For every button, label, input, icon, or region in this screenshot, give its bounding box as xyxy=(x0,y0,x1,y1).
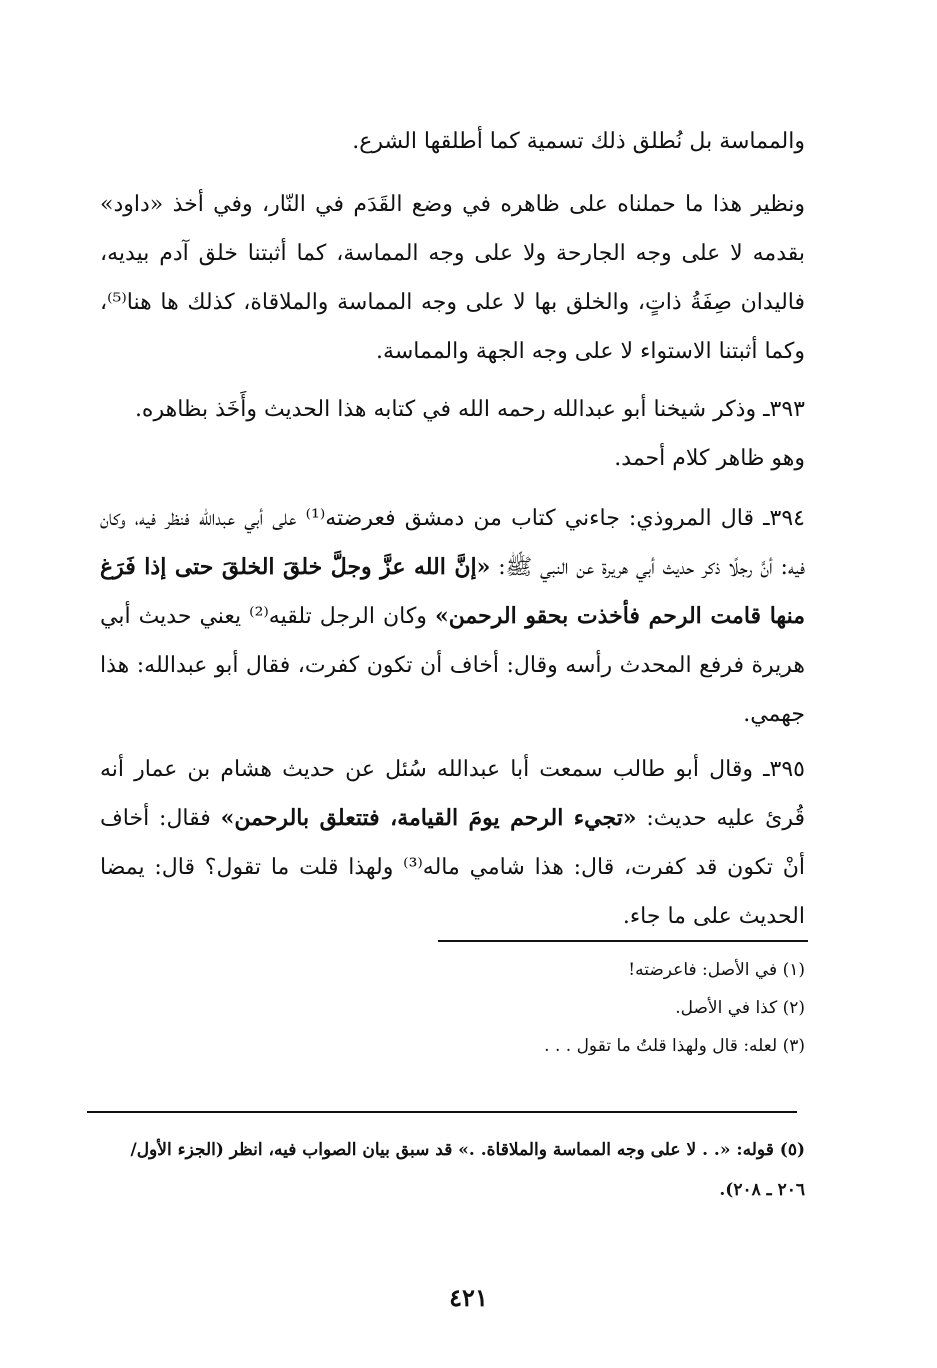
footnote-3: (٣) لعله: قال ولهذا قلتُ ما تقول . . . xyxy=(544,1036,805,1056)
hadith-quote-1: «إنَّ الله عزَّ وجلَّ خلقَ الخلقَ حتى إذا فَرَغ منها قامت الرحم فأخذت بحقو الرحمن» xyxy=(100,554,805,629)
editor-footnote xyxy=(100,1130,805,1210)
paragraph-394-text-b: وكان الرجل تلقيه⁽²⁾ يعني حديث أبي هريرة فرفع المحدث رأسه وقال: أخاف أن تكون كفرت، فقال أبو عبدالله: هذا جهمي. xyxy=(100,604,805,727)
hadith-quote-2: «تجيء الرحم يومَ القيامة، فتتعلق بالرحمن» xyxy=(220,805,637,831)
paragraph-393-line-2: وهو ظاهر كلام أحمد. xyxy=(614,446,805,471)
paragraph-393-line-1: ٣٩٣ـ وذكر شيخنا أبو عبدالله رحمه الله في كتابه هذا الحديث وأَخَذ بظاهره. xyxy=(134,397,805,422)
footnote-2: (٢) كذا في الأصل. xyxy=(675,998,805,1018)
paragraph-394 xyxy=(100,494,805,739)
paragraph-2: ونظير هذا ما حملناه على ظاهره في وضع القَدَم في النّار، وفي أخذ «داود» بقدمه لا على وجه الجارحة ولا على وجه المماسة، كما أثبتنا خلق آدم بيديه، فاليدان صِفَةُ ذاتٍ، والخلق بها لا على وجه المماسة والملاقاة، كذلك ها هنا⁽⁵⁾، وكما أثبتنا الاستواء لا على وجه الجهة والمماسة. xyxy=(100,192,805,364)
footnote-1: (١) في الأصل: فاعرضته! xyxy=(628,960,805,980)
page-number: ٤٢١ xyxy=(449,1283,488,1312)
editor-footnote-line-1: (٥) قوله: «. . لا على وجه المماسة والملاقاة. .» قد سبق بيان الصواب فيه، انظر (الجزء الأول/ xyxy=(130,1140,805,1160)
editor-footnote-line-2: ٢٠٦ ـ ٢٠٨). xyxy=(719,1180,805,1200)
footnotes xyxy=(100,951,805,1065)
paragraph-395-text-a: ٣٩٥ـ وقال أبو طالب سمعت أبا عبدالله سُئل عن حديث هشام بن عمار أنه قُرئ عليه حديث: xyxy=(100,757,806,831)
paragraph-393 xyxy=(100,385,805,483)
paragraph-1: والمماسة بل نُطلق ذلك تسمية كما أطلقها الشرع. xyxy=(352,129,805,154)
editor-footnote-divider xyxy=(87,1111,797,1113)
paragraph-394-text-a: ٣٩٤ـ قال المروذي: جاءني كتاب من دمشق فعرضته⁽¹⁾ على أبي عبدالله فنظر فيه، وكان فيه: أنَّ رجلًا ذكر حديث أبي هريرة عن النبي ﷺ: xyxy=(100,506,805,580)
paragraph-395 xyxy=(100,745,805,941)
paragraph-395-text-b: فقال: أخاف أنْ تكون قد كفرت، قال: هذا شامي ماله⁽³⁾ ولهذا قلت ما تقول؟ قال: يمضا الحديث على ما جاء. xyxy=(100,806,806,929)
footnote-divider xyxy=(438,940,808,942)
